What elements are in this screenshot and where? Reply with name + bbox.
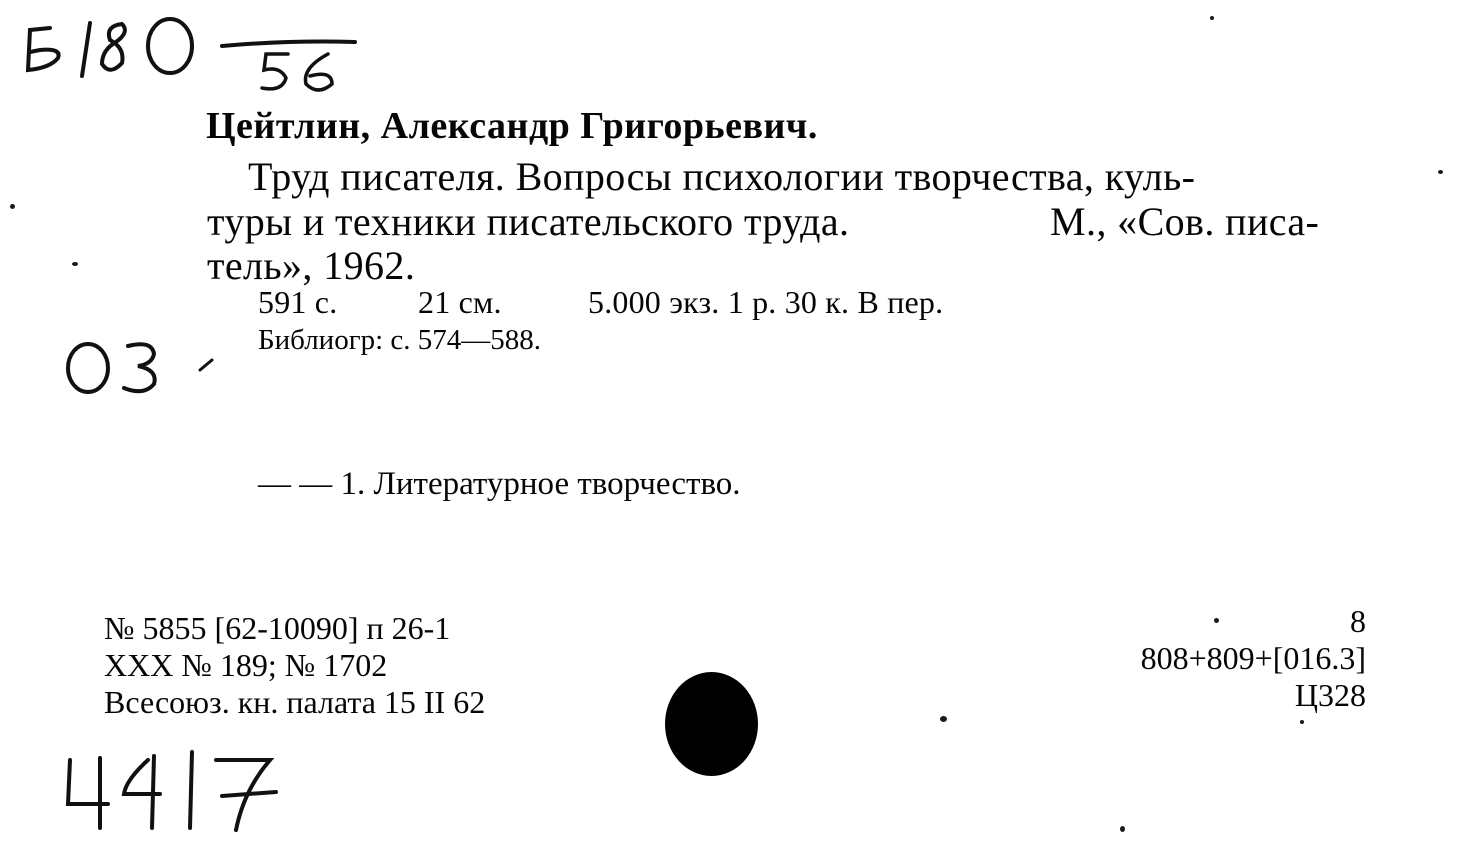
scan-speck [1300, 720, 1304, 724]
bibliography-note: Библиогр: с. 574—588. [258, 324, 542, 356]
punch-hole [665, 672, 758, 776]
footer-classification: 808+809+[016.3] [1140, 640, 1366, 676]
subject-heading: — — 1. Литературное творчество. [258, 466, 741, 502]
scan-speck [72, 262, 78, 266]
footer-series-number: XXX № 189; № 1702 [104, 647, 388, 683]
footer-chamber: Всесоюз. кн. палата 15 II 62 [104, 684, 486, 720]
scan-speck [1214, 618, 1219, 623]
title-line-1: Труд писателя. Вопросы психологии творчества, куль- [248, 154, 1196, 199]
page-count: 591 с. [258, 284, 338, 320]
footer-author-mark: Ц328 [1294, 677, 1366, 713]
scan-speck [1438, 170, 1443, 174]
inventory-number-handwritten [60, 740, 300, 840]
left-mark-handwritten [60, 330, 220, 400]
scan-speck [940, 716, 947, 722]
title-line-2: туры и техники писательского труда. [207, 199, 850, 244]
publisher-line: М., «Сов. писа- [1050, 199, 1320, 244]
scan-speck [1210, 16, 1214, 20]
shelfmark-handwritten [10, 8, 370, 118]
copies-price: 5.000 экз. 1 р. 30 к. В пер. [588, 284, 944, 320]
scan-speck [1120, 826, 1125, 832]
book-size: 21 см. [418, 284, 502, 320]
footer-index: 8 [1350, 603, 1366, 639]
author-heading: Цейтлин, Александр Григорьевич. [206, 105, 818, 147]
footer-record-number: № 5855 [62-10090] п 26-1 [104, 610, 451, 646]
scan-speck [10, 204, 15, 209]
title-line-3: тель», 1962. [207, 243, 416, 288]
